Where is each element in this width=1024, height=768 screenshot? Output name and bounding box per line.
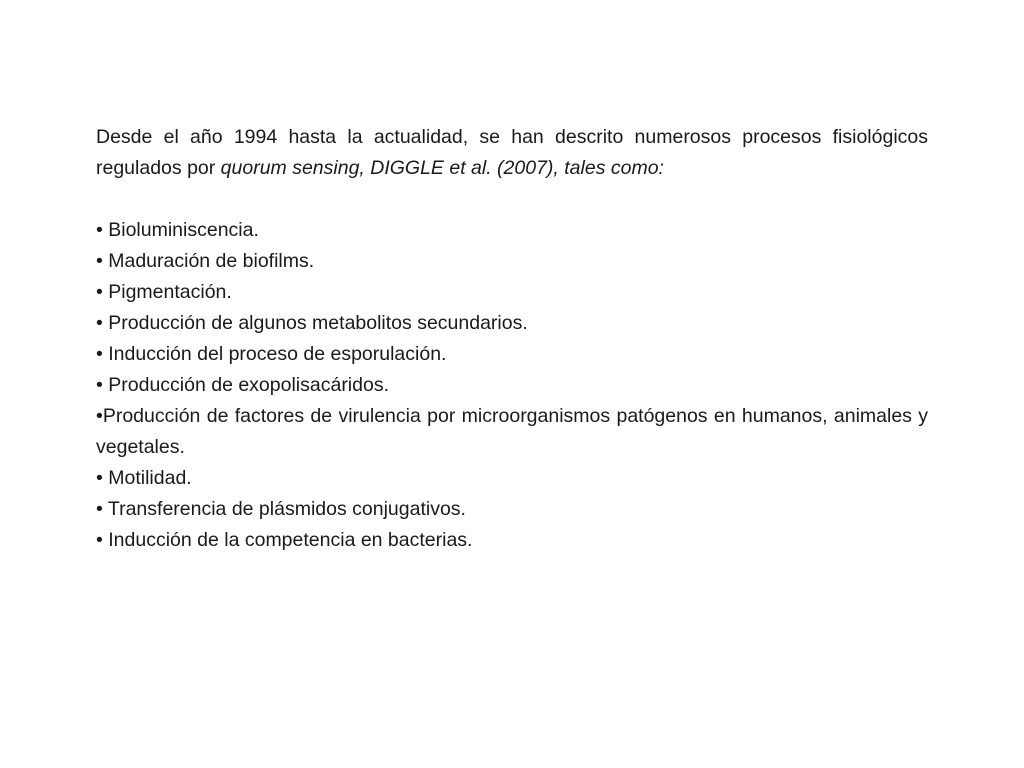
bullet-icon: • [96, 343, 109, 365]
bullet-icon: • [96, 405, 103, 427]
list-item-text: Bioluminiscencia. [108, 219, 259, 241]
list-item-text: Pigmentación. [108, 281, 232, 303]
bullet-icon: • [96, 281, 109, 303]
list-item [96, 463, 928, 494]
process-list [96, 215, 928, 556]
list-item [96, 308, 928, 339]
bullet-icon: • [96, 219, 109, 241]
intro-italic-text: quorum sensing, DIGGLE et al. (2007), tales como: [220, 157, 664, 179]
bullet-icon: • [96, 374, 109, 396]
slide-content [96, 122, 928, 556]
bullet-icon: • [96, 467, 109, 489]
list-item [96, 494, 928, 525]
list-item-text: Producción de algunos metabolitos secundarios. [108, 312, 528, 334]
list-item [96, 370, 928, 401]
list-item [96, 525, 928, 556]
list-item [96, 339, 928, 370]
list-item-text: Motilidad. [108, 467, 192, 489]
list-item [96, 277, 928, 308]
list-item-text: Inducción del proceso de esporulación. [108, 343, 447, 365]
list-item-text: Inducción de la competencia en bacterias. [108, 529, 473, 551]
list-item [96, 215, 928, 246]
paragraph-spacer [96, 184, 928, 215]
list-item [96, 246, 928, 277]
list-item-text: Producción de factores de virulencia por microorganismos patógenos en humanos, animales y vegetales. [96, 405, 928, 458]
list-item-text: Maduración de biofilms. [108, 250, 315, 272]
bullet-icon: • [96, 529, 109, 551]
list-item-text: Producción de exopolisacáridos. [108, 374, 390, 396]
bullet-icon: • [96, 498, 108, 520]
list-item [96, 401, 928, 463]
intro-paragraph [96, 122, 928, 184]
bullet-icon: • [96, 250, 109, 272]
list-item-text: Transferencia de plásmidos conjugativos. [107, 498, 466, 520]
bullet-icon: • [96, 312, 109, 334]
intro-plain-text: Desde el año 1994 hasta la actualidad, se han descrito numerosos procesos fisiológicos regulados por [96, 126, 928, 179]
